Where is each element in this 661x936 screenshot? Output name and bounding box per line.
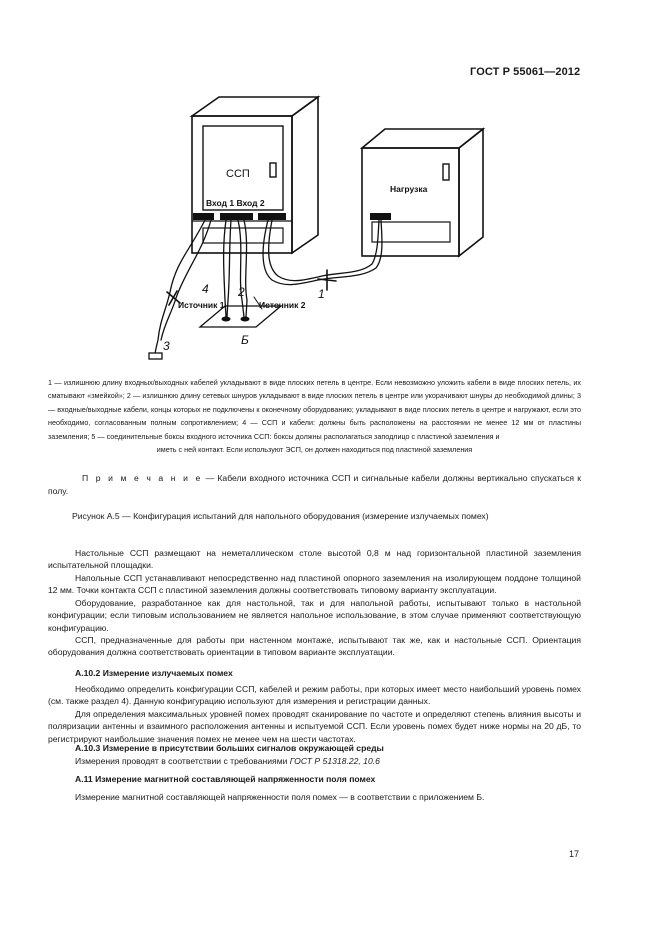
ssp-cabinet-side xyxy=(292,97,318,253)
test-setup-figure xyxy=(0,0,661,380)
paragraph xyxy=(48,755,581,767)
standard-reference: ГОСТ Р 51318.22, 10.6 xyxy=(289,756,380,766)
load-indicator xyxy=(443,164,449,180)
ssp-drawer xyxy=(203,228,283,243)
source-1-label: Источник 1 xyxy=(178,300,225,310)
note-label: П р и м е ч а н и е xyxy=(82,473,203,483)
note-text: — Кабели входного источника ССП и сигнальные кабели должны вертикально спускаться к полу. xyxy=(48,473,581,496)
paragraph: Настольные ССП размещают на неметаллическом столе высотой 0,8 м над горизонтальной пластиной заземления испытательной площадки. xyxy=(48,548,581,571)
source-2-label: Источник 2 xyxy=(259,300,306,310)
source-box-2 xyxy=(241,317,250,322)
ssp-connector xyxy=(193,213,214,220)
load-drawer xyxy=(372,222,450,242)
paragraph: Для определения максимальных уровней помех проводят сканирование по частоте и определяют степень влияния высоты и поляризации антенны и взаимного расположения антенны и испытуемой ССП. Если уровень помех будет ниже нормы на 20 дБ, то регистрируют наибольшие значения помех не менее чем на шести частотах. xyxy=(48,709,581,744)
callout-4: 4 xyxy=(202,282,209,296)
reference-prefix: Измерения проводят в соответствии с требованиями xyxy=(75,756,290,766)
legend-text: 1 — излишнюю длину входных/выходных кабелей укладывают в виде плоских петель в центре. Если невозможно уложить кабели в виде плоских петель, их сматывают «змейкой»; 2 — излишнюю длину сетевых шнуров укладывают в виде плоских петель в центре или укорачивают шнуры до необходимой длины; 3 — входные/выходные кабели, концы которых не подключены к оконечному оборудованию; укладывают в виде плоских петель в центре и нагружают, если это необходимо, согласованным полным сопротивлением; 4 — ССП и кабели: должны быть расположены на расстоянии не менее 12 мм от пластины заземления; 5 — соединительные боксы входного источника ССП: боксы должны располагаться заподлицо с пластиной заземления и xyxy=(48,378,581,441)
callout-b: Б xyxy=(241,333,249,347)
ssp-connector xyxy=(220,213,253,220)
ssp-label: ССП xyxy=(226,168,250,180)
legend-last-line: иметь с ней контакт. Если используют ЭСП, он должен находиться под пластиной заземления xyxy=(156,445,473,455)
paragraph: Оборудование, разработанное как для настольной, так и для напольной работы, испытывают только в настольной конфигурации; если типовым использованием не является напольное использование, в этом случае применяют соответствующую конфигурацию. xyxy=(48,598,581,633)
paragraph: ССП, предназначенные для работы при настенном монтаже, испытывают так же, как и настольные ССП. Ориентация оборудования должна соответствовать ориентации в типовом варианте эксплуатации. xyxy=(48,635,581,658)
ssp-indicator xyxy=(270,163,276,177)
load-cabinet-side xyxy=(459,129,483,256)
callout-1: 1 xyxy=(318,287,325,301)
load-label: Нагрузка xyxy=(390,184,428,194)
terminator xyxy=(149,353,162,359)
figure-note xyxy=(48,472,581,498)
page-number: 17 xyxy=(569,849,580,859)
callout-2: 2 xyxy=(238,285,245,299)
figure-legend xyxy=(48,376,581,456)
paragraph: Напольные ССП устанавливают непосредственно над пластиной опорного заземления на изолирующем поддоне толщиной 12 мм. Точки контакта ССП с пластиной заземления должны соответствовать типовому варианту эксплуатации. xyxy=(48,573,581,596)
load-cabinet-top xyxy=(362,129,483,148)
ssp-cabinet-top xyxy=(192,97,318,116)
callout-3: 3 xyxy=(163,339,170,353)
paragraph: Необходимо определить конфигурации ССП, кабелей и режим работы, при которых имеет место наибольший уровень помех (см. также раздел 4). Данную конфигурацию используют для измерения и регистрации данных. xyxy=(48,684,581,707)
cable-source-2 xyxy=(238,220,244,317)
load-connector xyxy=(370,213,391,220)
document-header: ГОСТ Р 55061—2012 xyxy=(470,66,581,78)
section-heading: А.11 Измерение магнитной составляющей напряженности поля помех xyxy=(75,774,376,784)
section-heading: А.10.3 Измерение в присутствии больших сигналов окружающей среды xyxy=(75,743,384,753)
section-heading: А.10.2 Измерение излучаемых помех xyxy=(75,668,233,678)
inputs-label: Вход 1 Вход 2 xyxy=(206,198,265,208)
ssp-connector xyxy=(258,213,286,220)
paragraph: Измерение магнитной составляющей напряженности поля помех — в соответствии с приложением Б. xyxy=(75,792,485,802)
figure-caption: Рисунок А.5 — Конфигурация испытаний для напольного оборудования (измерение излучаемых помех) xyxy=(72,511,489,521)
